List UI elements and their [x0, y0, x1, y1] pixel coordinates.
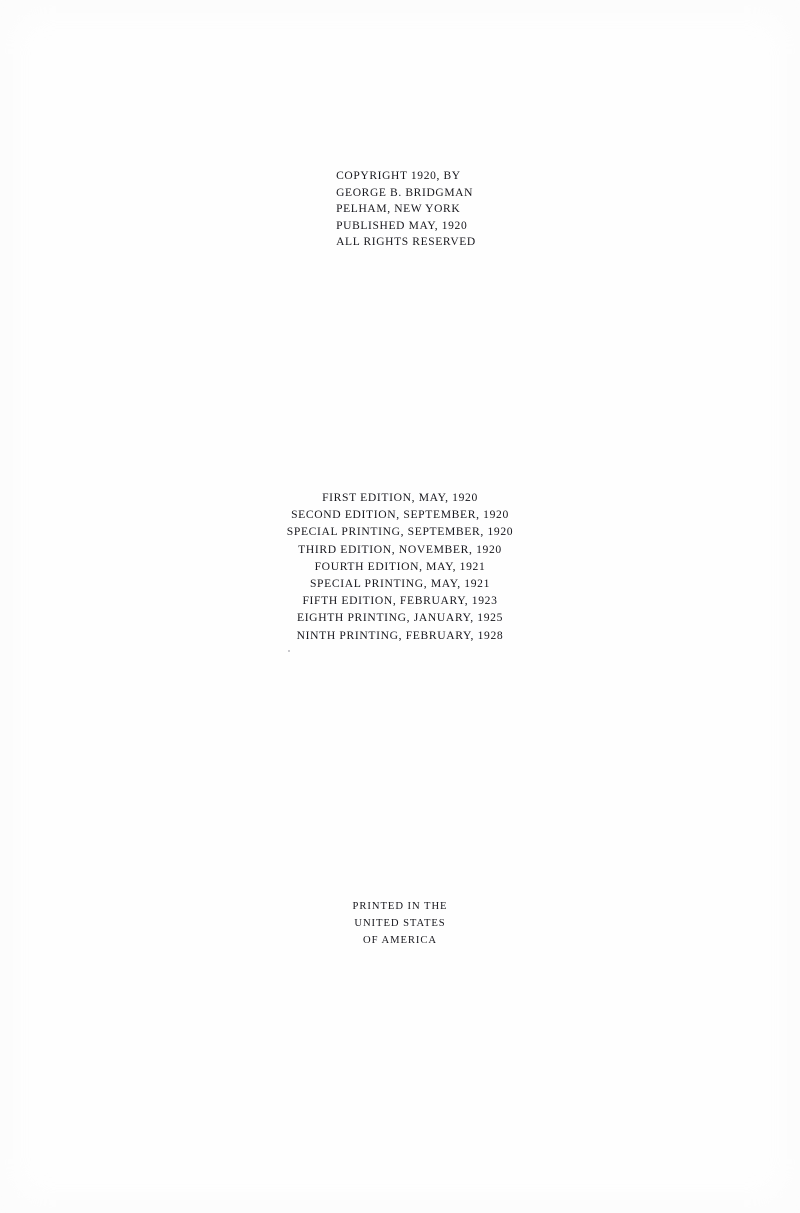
- copyright-line: PUBLISHED MAY, 1920: [336, 219, 468, 232]
- copyright-notice-lines: [336, 168, 476, 251]
- printed-in-line: UNITED STATES: [354, 918, 446, 930]
- printed-in-line: PRINTED IN THE: [352, 901, 448, 912]
- printing-history-line: FIFTH EDITION, FEBRUARY, 1923: [302, 594, 498, 608]
- copyright-line: PELHAM, NEW YORK: [336, 203, 461, 216]
- copyright-line: ALL RIGHTS RESERVED: [336, 236, 476, 249]
- printing-history-line: FIRST EDITION, MAY, 1920: [322, 491, 478, 504]
- printing-history-line: SPECIAL PRINTING, SEPTEMBER, 1920: [286, 525, 514, 539]
- printing-history-line: SECOND EDITION, SEPTEMBER, 1920: [291, 508, 509, 522]
- copyright-line: GEORGE B. BRIDGMAN: [336, 186, 474, 199]
- printed-in-line: OF AMERICA: [363, 935, 437, 947]
- printing-history-line: FOURTH EDITION, MAY, 1921: [314, 559, 486, 573]
- printing-history: [0, 489, 800, 644]
- printed-in-statement: [0, 898, 800, 950]
- copyright-line: COPYRIGHT 1920, BY: [336, 170, 461, 182]
- printing-history-line: EIGHTH PRINTING, JANUARY, 1925: [296, 611, 504, 625]
- copyright-notice: [0, 168, 800, 251]
- page-speck: [288, 650, 290, 652]
- printing-history-line: NINTH PRINTING, FEBRUARY, 1928: [296, 628, 504, 642]
- printing-history-line: SPECIAL PRINTING, MAY, 1921: [309, 577, 491, 591]
- printing-history-line: THIRD EDITION, NOVEMBER, 1920: [298, 542, 502, 556]
